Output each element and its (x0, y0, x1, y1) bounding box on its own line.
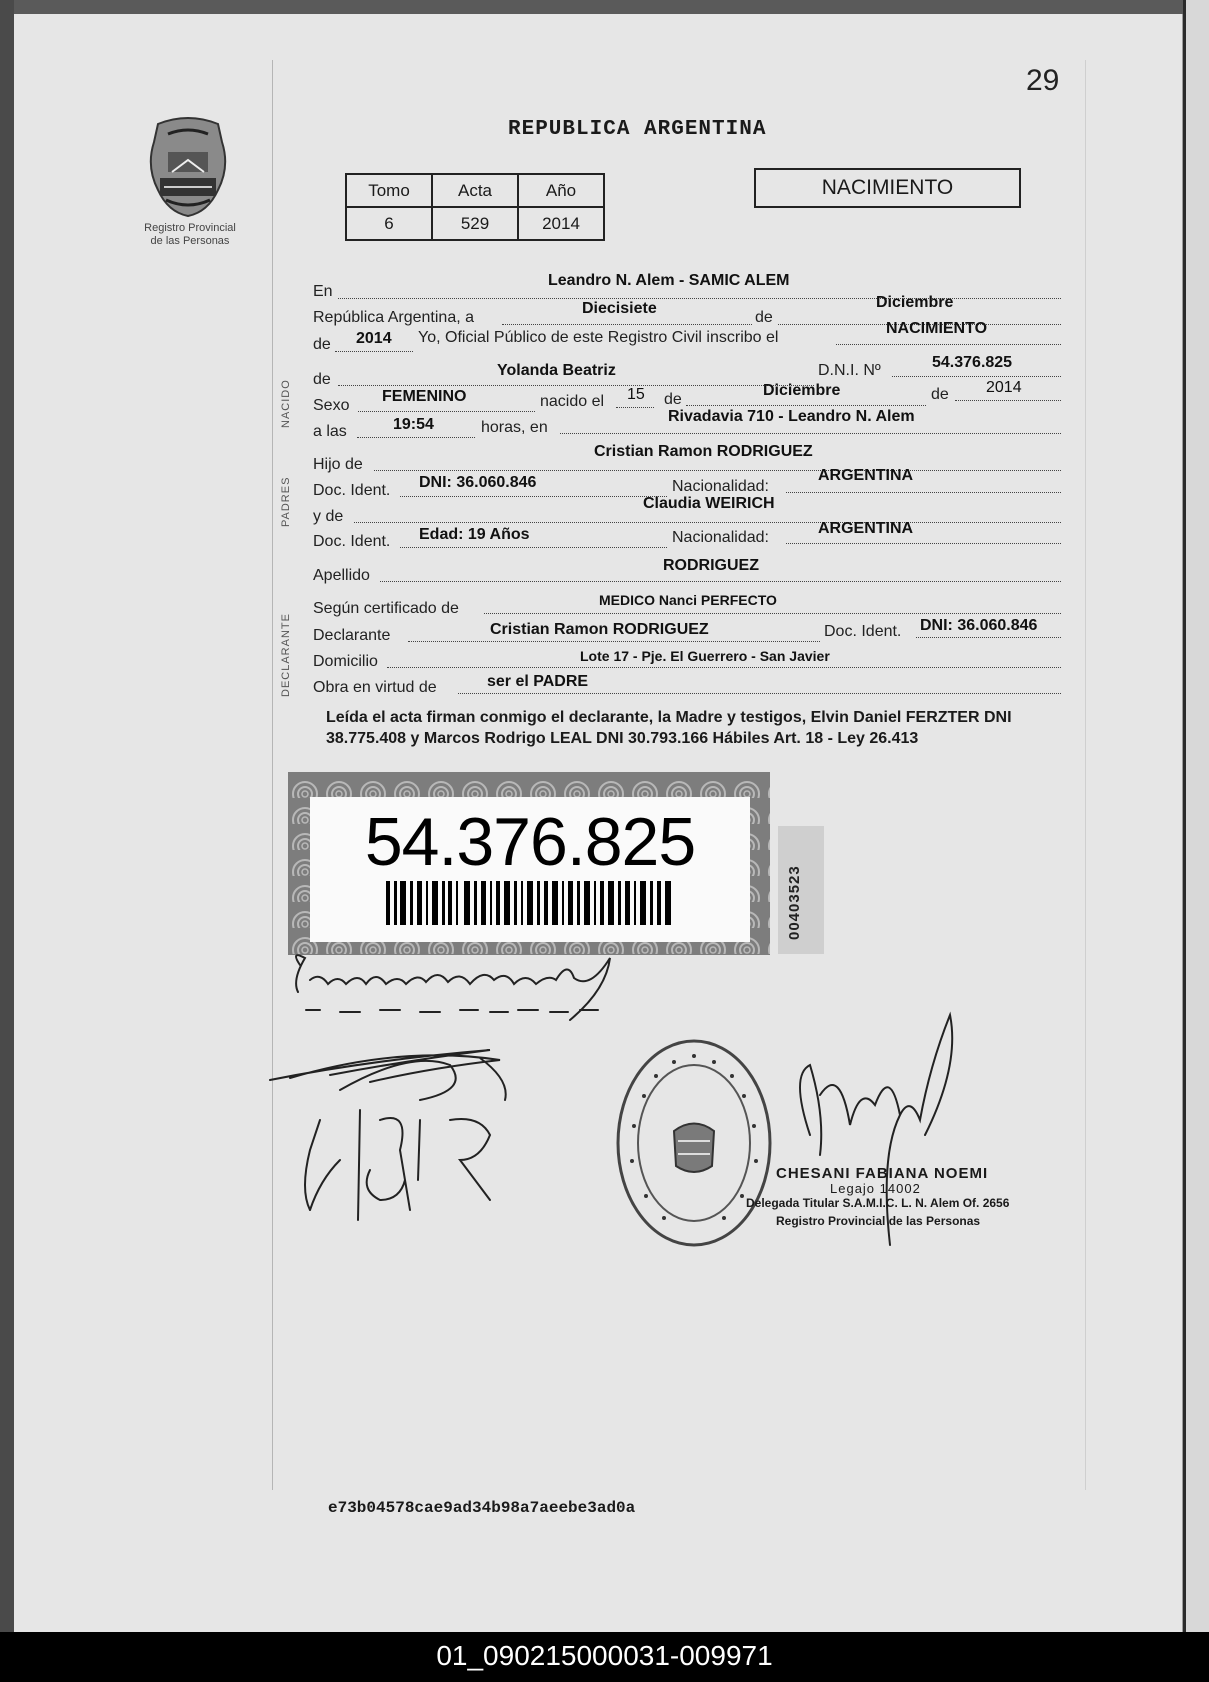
dotted-line (358, 411, 535, 412)
table-value-tomo: 6 (346, 207, 432, 240)
dotted-line (400, 547, 667, 548)
label-apellido: Apellido (313, 567, 370, 584)
label-y-de: y de (313, 508, 344, 525)
value-by-virtue: ser el PADRE (487, 673, 589, 690)
value-father-name: Cristian Ramon RODRIGUEZ (594, 443, 813, 460)
table-header-ano: Año (518, 174, 604, 207)
label-doc-ident-mother: Doc. Ident. (313, 533, 391, 550)
label-a-las: a las (313, 423, 347, 440)
side-label-parents: PADRES (280, 476, 292, 527)
dni-serial-number: 00403523 (786, 865, 803, 940)
label-de-month: de (755, 309, 773, 326)
dotted-line (408, 641, 820, 642)
value-dni: 54.376.825 (932, 354, 1013, 371)
document-hash: e73b04578cae9ad34b98a7aeebe3ad0a (328, 1499, 636, 1517)
label-nacido-el: nacido el (540, 393, 605, 410)
value-father-doc: DNI: 36.060.846 (419, 474, 537, 491)
table-value-acta: 529 (432, 207, 518, 240)
dni-label-card (310, 797, 750, 942)
dotted-line (560, 433, 1061, 434)
label-nationality-father: Nacionalidad: (672, 478, 769, 495)
value-declarant: Cristian Ramon RODRIGUEZ (490, 621, 709, 638)
dotted-line (502, 324, 752, 325)
side-label-declarant: DECLARANTE (280, 613, 292, 697)
document-title: REPUBLICA ARGENTINA (508, 118, 767, 141)
side-label-born: NACIDO (280, 379, 292, 428)
footer-bar (0, 1632, 1209, 1682)
official-title: Delegada Titular S.A.M.I.C. L. N. Alem Of. 2656 (746, 1196, 1010, 1210)
footer-document-id: 01_090215000031-009971 (436, 1640, 773, 1671)
value-place: Leandro N. Alem - SAMIC ALEM (548, 272, 790, 289)
label-sexo: Sexo (313, 397, 350, 414)
dotted-line (338, 385, 814, 386)
value-birth-day: 15 (627, 386, 645, 403)
binder-left-edge (0, 0, 14, 1632)
value-mother-nationality: ARGENTINA (818, 520, 914, 537)
dotted-line (686, 405, 926, 406)
value-mother-doc: Edad: 19 Años (419, 526, 530, 543)
label-oficial: Yo, Oficial Público de este Registro Civil inscribo el (418, 329, 779, 346)
dotted-line (354, 522, 1061, 523)
provincial-coat-of-arms-logo (138, 112, 238, 230)
logo-caption: Registro Provincial de las Personas (144, 222, 236, 247)
label-hijo-de: Hijo de (313, 456, 363, 473)
dotted-line (786, 543, 1061, 544)
value-year: 2014 (356, 330, 392, 347)
official-seal (614, 1036, 774, 1250)
dotted-line (387, 667, 1061, 668)
official-registry: Registro Provincial de las Personas (776, 1214, 981, 1228)
label-domicilio: Domicilio (313, 653, 378, 670)
dotted-line (374, 470, 1061, 471)
value-act-type: NACIMIENTO (886, 320, 988, 337)
label-dni: D.N.I. Nº (818, 362, 881, 379)
label-nationality-mother: Nacionalidad: (672, 529, 769, 546)
dotted-line (955, 400, 1061, 401)
dni-label-number: 54.376.825 (364, 804, 696, 880)
table-header-acta: Acta (432, 174, 518, 207)
closing-statement: Leída el acta firman conmigo el declarante, la Madre y testigos, Elvin Daniel FERZTER DNI 38.775.408 y Marcos Rodrigo LEAL DNI 30.793.166 Hábiles Art. 18 - Ley 26.413 (326, 709, 1012, 747)
label-obra: Obra en virtud de (313, 679, 437, 696)
dotted-line (786, 492, 1061, 493)
value-certificate: MEDICO Nanci PERFECTO (599, 592, 777, 608)
dotted-line (892, 376, 1061, 377)
binder-top-edge (0, 0, 1209, 14)
value-birth-place: Rivadavia 710 - Leandro N. Alem (668, 408, 915, 425)
record-reference-table (345, 173, 605, 241)
label-de-birth-month: de (664, 391, 682, 408)
label-horas-en: horas, en (481, 419, 548, 436)
value-address: Lote 17 - Pje. El Guerrero - San Javier (580, 648, 830, 664)
label-de-name: de (313, 371, 331, 388)
label-segun-certificado: Según certificado de (313, 600, 459, 617)
dotted-line (335, 351, 413, 352)
dotted-line (380, 581, 1061, 582)
label-doc-ident-declarant: Doc. Ident. (824, 623, 902, 640)
value-birth-year: 2014 (986, 379, 1022, 396)
label-republica: República Argentina, a (313, 309, 474, 326)
label-declarante: Declarante (313, 627, 391, 644)
label-doc-ident-father: Doc. Ident. (313, 482, 391, 499)
record-table-header-row (346, 174, 604, 207)
value-mother-name: Claudia WEIRICH (643, 495, 775, 512)
label-de-year: de (313, 336, 331, 353)
value-father-nationality: ARGENTINA (818, 467, 914, 484)
official-legajo: Legajo 14002 (830, 1181, 921, 1196)
value-day-words: Diecisiete (582, 300, 657, 317)
dotted-line (916, 637, 1061, 638)
dni-barcode (386, 881, 676, 925)
dotted-line (836, 344, 1061, 345)
label-de-birth-year: de (931, 386, 949, 403)
value-sex: FEMENINO (382, 388, 467, 405)
dotted-line (458, 693, 1061, 694)
dotted-line (357, 437, 475, 438)
value-birth-month: Diciembre (763, 382, 841, 399)
official-name: CHESANI FABIANA NOEMI (776, 1165, 989, 1182)
adjacent-page-edge (1183, 0, 1209, 1632)
label-en: En (313, 283, 333, 300)
record-table-value-row (346, 207, 604, 240)
value-declarant-doc: DNI: 36.060.846 (920, 617, 1038, 634)
record-type-box: NACIMIENTO (754, 168, 1021, 208)
dotted-line (400, 496, 667, 497)
value-surname: RODRIGUEZ (663, 557, 759, 574)
table-value-ano: 2014 (518, 207, 604, 240)
value-name: Yolanda Beatriz (497, 362, 616, 379)
value-birth-time: 19:54 (393, 416, 434, 433)
dotted-line (616, 407, 654, 408)
value-month: Diciembre (876, 294, 954, 311)
dotted-line (484, 613, 1061, 614)
table-header-tomo: Tomo (346, 174, 432, 207)
page-number: 29 (1026, 64, 1060, 97)
